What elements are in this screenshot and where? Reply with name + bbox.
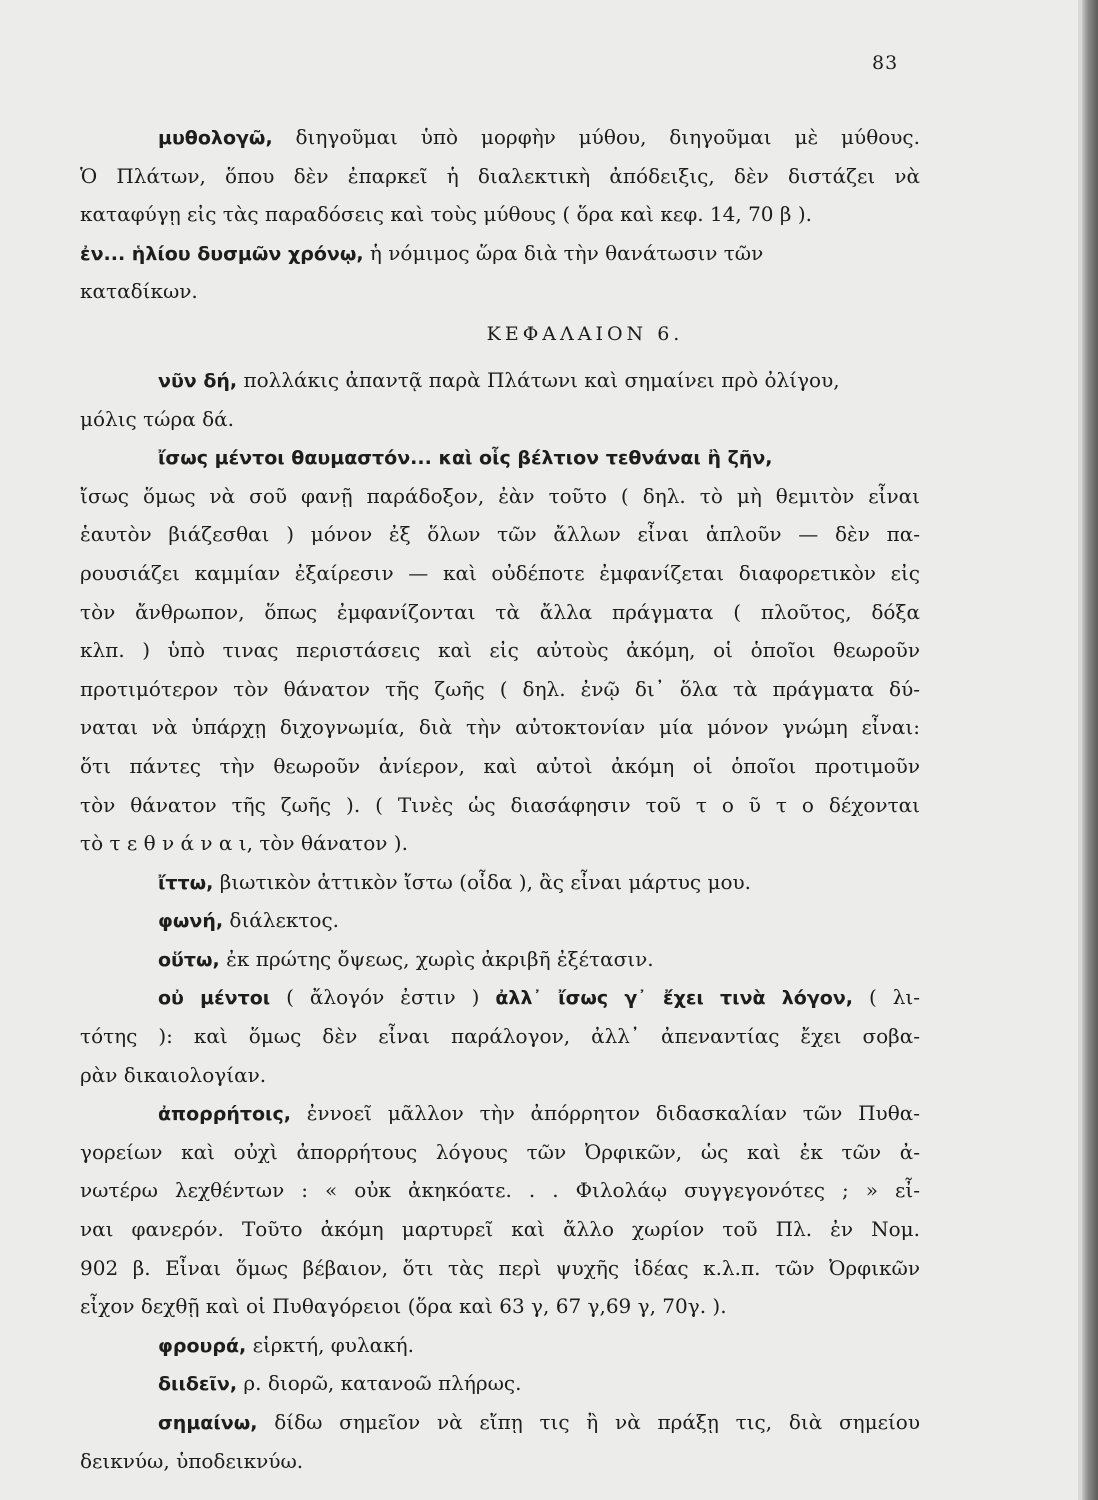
entry-term: ἴσως μέντοι θαυμαστόν... καὶ οἷς βέλτιον τεθνάναι ἢ ζῆν,: [158, 447, 773, 470]
entry-mythologo: [80, 118, 920, 157]
entry-text: ρ. διορῶ, κατανοῶ πλήρως.: [243, 1371, 522, 1396]
entry-term: ἴττω,: [158, 871, 214, 894]
entry-term: διιδεῖν,: [158, 1373, 238, 1396]
entry-itto: [80, 863, 920, 902]
text-line: ναται νὰ ὑπάρχῃ διχογνωμία, διὰ τὴν αὐτοκτονίαν μία μόνον γνώμη εἶναι:: [80, 715, 920, 740]
entry-term: ἐν... ἡλίου δυσμῶν χρόνῳ,: [80, 242, 364, 265]
entry-term: οὕτω,: [158, 948, 220, 971]
entry-aporretois: [80, 1094, 920, 1133]
entry-text: ἐννοεῖ μᾶλλον τὴν ἀπόρρητον διδασκαλίαν τῶν Πυθα-: [306, 1101, 920, 1126]
text-line: καταφύγῃ εἰς τὰς παραδόσεις καὶ τοὺς μύθους ( ὅρα καὶ κεφ. 14, 70 β ).: [80, 202, 812, 227]
entry-text: βιωτικὸν ἀττικὸν ἴστω (οἶδα ), ἂς εἶναι μάρτυς μου.: [219, 869, 752, 894]
text-line: μόλις τώρα δά.: [80, 406, 235, 431]
text-line: ρὰν δικαιολογίαν.: [80, 1062, 267, 1087]
text-line: γορείων καὶ οὐχὶ ἀπορρήτους λόγους τῶν Ὀρφικῶν, ὡς καὶ ἐκ τῶν ἀ-: [80, 1139, 920, 1164]
text-line: ἴσως ὅμως νὰ σοῦ φανῇ παράδοξον, ἐὰν τοῦτο ( δηλ. τὸ μὴ θεμιτὸν εἶναι: [80, 483, 920, 508]
text-line: ἑαυτὸν βιάζεσθαι ) μόνον ἐξ ὅλων τῶν ἄλλων εἶναι ἁπλοῦν — δὲν πα-: [80, 522, 920, 547]
text-line: καταδίκων.: [80, 279, 198, 304]
entry-term: φωνή,: [158, 910, 224, 933]
entry-houto: [80, 940, 920, 979]
entry-semaino: [80, 1403, 920, 1442]
entry-text: εἱρκτή, φυλακή.: [252, 1332, 414, 1357]
text-line: 902 β. Εἶναι ὅμως βέβαιον, ὅτι τὰς περὶ ψυχῆς ἰδέας κ.λ.π. τῶν Ὀρφικῶν: [80, 1255, 920, 1280]
entry-text: ἐκ πρώτης ὄψεως, χωρὶς ἀκριβῆ ἐξέτασιν.: [226, 946, 654, 971]
entry-diidein: [80, 1364, 920, 1403]
entry-term: σημαίνω,: [158, 1412, 258, 1434]
page-body: [80, 118, 920, 1480]
text-line: δεικνύω, ὑποδεικνύω.: [80, 1448, 304, 1473]
chapter-heading: ΚΕΦΑΛΑΙΟΝ 6.: [486, 322, 684, 345]
entry-term: οὐ μέντοι: [158, 987, 271, 1010]
text-line: τὸν ἄνθρωπον, ὅπως ἐμφανίζονται τὰ ἄλλα πράγματα ( πλοῦτος, δόξα: [80, 599, 920, 624]
text-line: Ὁ Πλάτων, ὅπου δὲν ἐπαρκεῖ ἡ διαλεκτικὴ ἀπόδειξις, δὲν διστάζει νὰ: [80, 163, 920, 188]
text-line: τότης ): καὶ ὅμως δὲν εἶναι παράλογον, ἀλλ᾽ ἀπεναντίας ἔχει σοβα-: [80, 1024, 920, 1049]
entry-ou-mentoi: [80, 978, 920, 1017]
entry-text: πολλάκις ἀπαντᾷ παρὰ Πλάτωνι καὶ σημαίνει πρὸ ὀλίγου,: [243, 367, 840, 392]
page-number: 83: [872, 52, 899, 74]
entry-term: ἀλλ᾽ ἴσως γ᾽ ἔχει τινὰ λόγον,: [495, 987, 853, 1010]
entry-text: ( ἄλογόν ἐστιν ): [286, 985, 480, 1010]
entry-text: διηγοῦμαι ὑπὸ μορφὴν μύθου, διηγοῦμαι μὲ μύθους.: [295, 125, 920, 149]
page-edge-shadow: [1082, 0, 1098, 1500]
text-line: τὸ τ ε θ ν ά ν α ι, τὸν θάνατον ).: [80, 831, 408, 856]
entry-en-heliou: [80, 234, 920, 273]
entry-term: ἀπορρήτοις,: [158, 1103, 291, 1126]
text-line: προτιμότερον τὸν θάνατον τῆς ζωῆς ( δηλ. ἐνῷ δι᾽ ὅλα τὰ πράγματα δύ-: [80, 676, 920, 701]
entry-text: διάλεκτος.: [229, 908, 340, 933]
text-line: εἶχον δεχθῇ καὶ οἱ Πυθαγόρειοι (ὅρα καὶ 63 γ, 67 γ,69 γ, 70γ. ).: [80, 1294, 727, 1319]
text-line: κλπ. ) ὑπὸ τινας περιστάσεις καὶ εἰς αὐτοὺς ἀκόμη, οἱ ὁποῖοι θεωροῦν: [80, 638, 920, 663]
text-line: νωτέρω λεχθέντων : « οὐκ ἀκηκόατε. . . Φιλολάῳ συγγεγονότες ; » εἶ-: [80, 1178, 920, 1203]
entry-term: νῦν δή,: [158, 369, 238, 392]
entry-isos-mentoi: [80, 438, 920, 477]
entry-term: φρουρά,: [158, 1334, 247, 1357]
entry-phone: [80, 901, 920, 940]
entry-nyn-de: [80, 361, 920, 400]
entry-phroura: [80, 1326, 920, 1365]
text-line: ναι φανερόν. Τοῦτο ἀκόμη μαρτυρεῖ καὶ ἄλλο χωρίον τοῦ Πλ. ἐν Νομ.: [80, 1217, 920, 1242]
text-line: τὸν θάνατον τῆς ζωῆς ). ( Τινὲς ὡς διασάφησιν τοῦ τ ο ῦ τ ο δέχονται: [80, 792, 920, 817]
text-line: ὅτι πάντες τὴν θεωροῦν ἀνίερον, καὶ αὐτοὶ ἀκόμη οἱ ὁποῖοι προτιμοῦν: [80, 753, 920, 778]
text-line: ρουσιάζει καμμίαν ἐξαίρεσιν — καὶ οὐδέποτε ἐμφανίζεται διαφορετικὸν εἰς: [80, 560, 920, 585]
entry-term: μυθολογῶ,: [158, 127, 273, 149]
entry-text: ( λι-: [868, 985, 920, 1010]
entry-text: ἡ νόμιμος ὥρα διὰ τὴν θανάτωσιν τῶν: [369, 240, 764, 265]
entry-text: δίδω σημεῖον νὰ εἴπῃ τις ἢ νὰ πράξῃ τις, διὰ σημείου: [274, 1410, 920, 1434]
